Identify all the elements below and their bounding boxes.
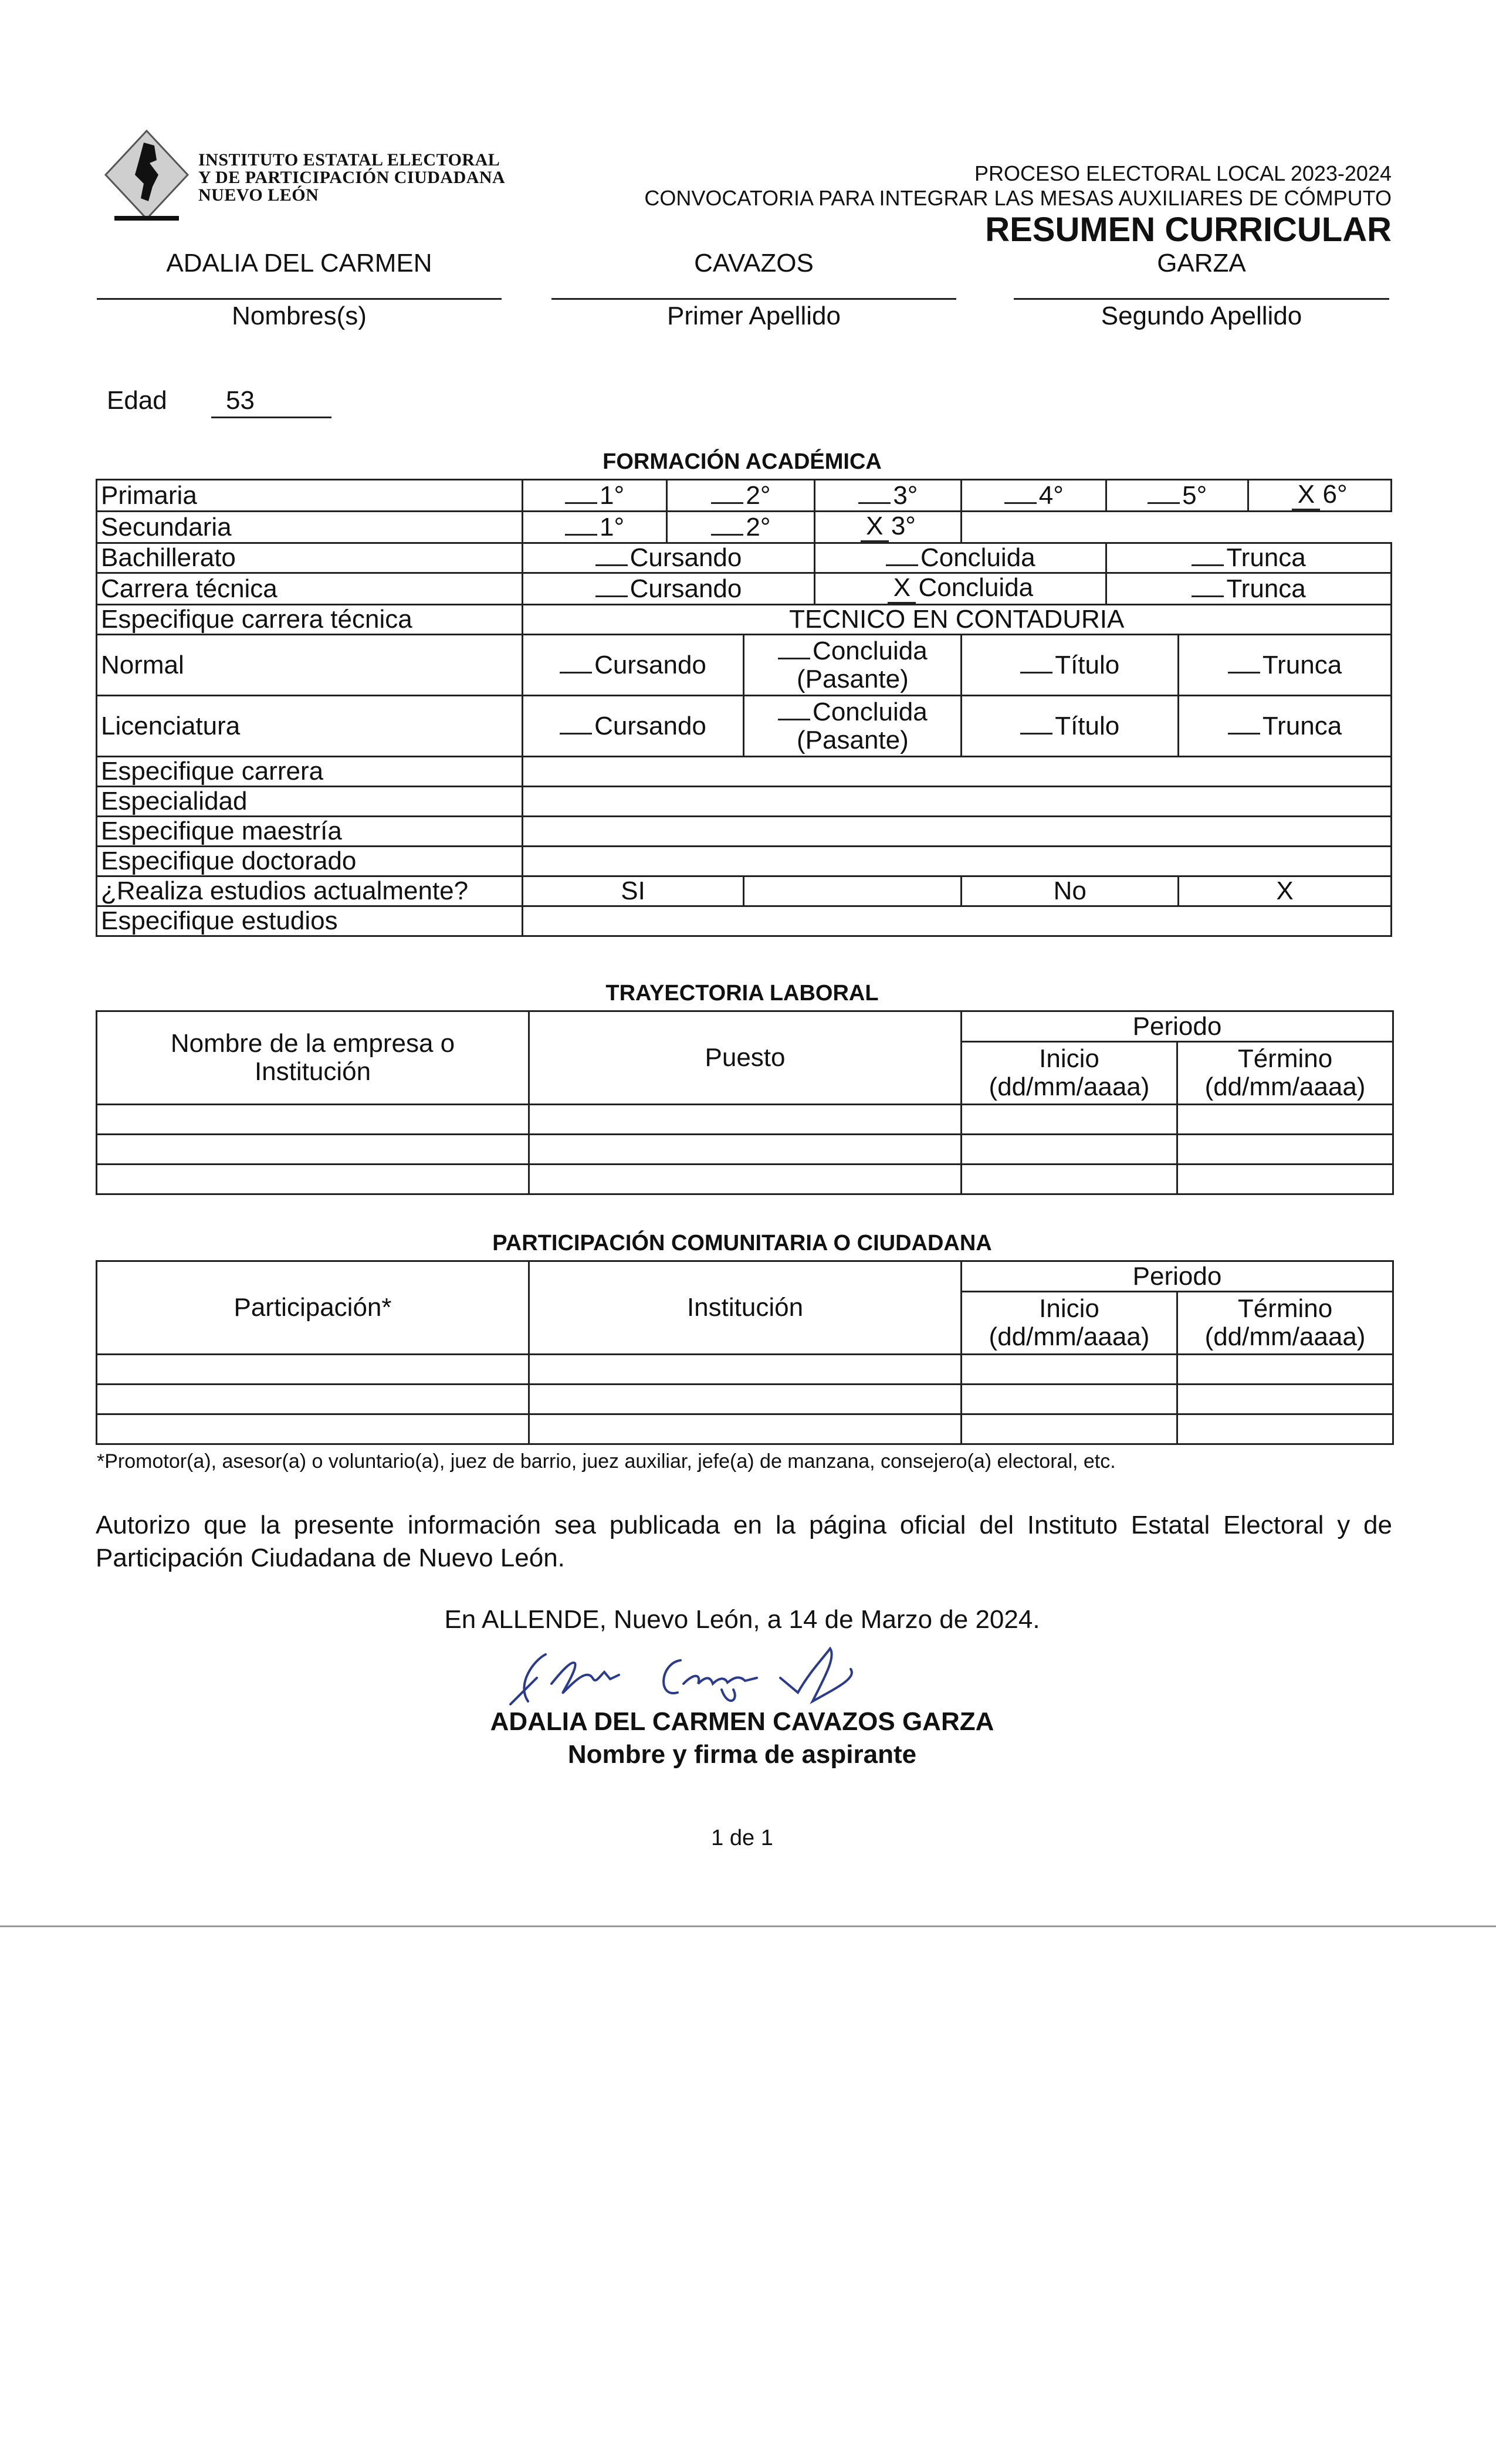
especifique-estudios-value[interactable]	[522, 906, 1391, 936]
participacion-col-institucion: Institución	[529, 1261, 962, 1355]
estudios-no-mark[interactable]: X	[1179, 876, 1392, 906]
row-especialidad	[97, 787, 1392, 817]
autorizo-text: Autorizo que la presente información sea publicada en la página oficial del Instituto Estatal Electoral y de Participación Ciudadana de Nuevo León.	[96, 1511, 1392, 1572]
firma-nombre: ADALIA DEL CARMEN CAVAZOS GARZA	[490, 1707, 994, 1736]
bachillerato-cursando[interactable]: Cursando	[522, 543, 815, 573]
doctorado-label: Especifique doctorado	[97, 847, 523, 876]
estudios-si-label: SI	[522, 876, 744, 906]
secundaria-3[interactable]: X 3°	[815, 512, 962, 543]
estudios-no-label: No	[962, 876, 1179, 906]
primaria-2[interactable]: 2°	[667, 480, 815, 512]
normal-concluida[interactable]: Concluida (Pasante)	[744, 635, 962, 696]
edad-label: Edad	[107, 386, 167, 415]
edad-line	[211, 417, 331, 418]
trayectoria-title: TRAYECTORIA LABORAL	[605, 981, 879, 1006]
participacion-col-termino: Término (dd/mm/aaaa)	[1177, 1292, 1393, 1355]
row-maestria	[97, 817, 1392, 847]
segundo-apellido-value: GARZA	[1157, 249, 1246, 277]
maestria-label: Especifique maestría	[97, 817, 523, 847]
row-especifique-carrera-tecnica	[97, 605, 1392, 635]
row-licenciatura	[97, 696, 1392, 757]
participacion-table	[96, 1260, 1394, 1445]
institute-name	[198, 151, 505, 204]
licenciatura-cursando[interactable]: Cursando	[522, 696, 744, 757]
bachillerato-concluida[interactable]: Concluida	[815, 543, 1106, 573]
signature-icon	[493, 1637, 903, 1713]
carrera-concluida[interactable]: X Concluida	[815, 573, 1106, 605]
process-label: PROCESO ELECTORAL LOCAL 2023-2024	[974, 161, 1392, 185]
primer-apellido-line	[551, 298, 956, 300]
row-normal	[97, 635, 1392, 696]
secundaria-label: Secundaria	[97, 512, 523, 543]
page-divider	[0, 1925, 1496, 1927]
primaria-3[interactable]: 3°	[815, 480, 962, 512]
especifique-carrera-label: Especifique carrera	[97, 757, 523, 787]
table-row	[97, 1414, 1393, 1444]
convocatoria-label: CONVOCATORIA PARA INTEGRAR LAS MESAS AUXILIARES DE CÓMPUTO	[644, 186, 1392, 210]
primaria-label: Primaria	[97, 480, 523, 512]
licenciatura-concluida[interactable]: Concluida (Pasante)	[744, 696, 962, 757]
primaria-5[interactable]: 5°	[1106, 480, 1248, 512]
participacion-col-inicio: Inicio (dd/mm/aaaa)	[962, 1292, 1177, 1355]
trayectoria-col-inicio: Inicio (dd/mm/aaaa)	[962, 1042, 1177, 1105]
trayectoria-col-empresa: Nombre de la empresa o Institución	[97, 1011, 529, 1105]
table-row	[97, 1105, 1393, 1135]
primaria-6[interactable]: X 6°	[1248, 480, 1392, 512]
firma-label: Nombre y firma de aspirante	[567, 1740, 917, 1769]
especialidad-label: Especialidad	[97, 787, 523, 817]
participacion-footnote: *Promotor(a), asesor(a) o voluntario(a), juez de barrio, juez auxiliar, jefe(a) de manzana, consejero(a) electoral, etc.	[97, 1450, 1116, 1473]
participacion-title: PARTICIPACIÓN COMUNITARIA O CIUDADANA	[492, 1231, 992, 1255]
institute-line-1: INSTITUTO ESTATAL ELECTORAL	[198, 150, 500, 170]
normal-label: Normal	[97, 635, 523, 696]
formacion-title: FORMACIÓN ACADÉMICA	[603, 449, 882, 474]
trayectoria-table	[96, 1010, 1394, 1195]
institute-line-3: NUEVO LEÓN	[198, 185, 319, 205]
licenciatura-titulo[interactable]: Título	[962, 696, 1179, 757]
formacion-table	[96, 479, 1392, 937]
row-especifique-estudios	[97, 906, 1392, 936]
normal-cursando[interactable]: Cursando	[522, 635, 744, 696]
licenciatura-label: Licenciatura	[97, 696, 523, 757]
especifique-estudios-label: Especifique estudios	[97, 906, 523, 936]
estudios-actuales-label: ¿Realiza estudios actualmente?	[97, 876, 523, 906]
primer-apellido-label: Primer Apellido	[667, 302, 841, 330]
row-secundaria	[97, 512, 1392, 543]
especifique-carrera-tecnica-value[interactable]: TECNICO EN CONTADURIA	[522, 605, 1391, 635]
trayectoria-col-periodo: Periodo	[962, 1011, 1393, 1042]
maestria-value[interactable]	[522, 817, 1391, 847]
especifique-carrera-value[interactable]	[522, 757, 1391, 787]
nombres-value: ADALIA DEL CARMEN	[166, 249, 432, 277]
primer-apellido-value: CAVAZOS	[694, 249, 814, 277]
table-row	[97, 1135, 1393, 1165]
secundaria-1[interactable]: 1°	[522, 512, 667, 543]
segundo-apellido-label: Segundo Apellido	[1101, 302, 1302, 330]
table-row	[97, 1355, 1393, 1385]
lugar-fecha: En ALLENDE, Nuevo León, a 14 de Marzo de 2024.	[444, 1605, 1040, 1634]
primaria-4[interactable]: 4°	[962, 480, 1106, 512]
estudios-si-mark[interactable]	[744, 876, 962, 906]
primaria-1[interactable]: 1°	[522, 480, 667, 512]
trayectoria-col-termino: Término (dd/mm/aaaa)	[1177, 1042, 1393, 1105]
institute-line-2: Y DE PARTICIPACIÓN CIUDADANA	[198, 168, 506, 187]
normal-trunca[interactable]: Trunca	[1179, 635, 1392, 696]
secundaria-empty	[962, 512, 1392, 543]
secundaria-2[interactable]: 2°	[667, 512, 815, 543]
trayectoria-col-puesto: Puesto	[529, 1011, 962, 1105]
nombres-line	[97, 298, 502, 300]
row-bachillerato	[97, 543, 1392, 573]
edad-value: 53	[226, 386, 255, 415]
nombres-label: Nombres(s)	[232, 302, 367, 330]
participacion-col-periodo: Periodo	[962, 1261, 1393, 1292]
table-row	[97, 1385, 1393, 1414]
carrera-cursando[interactable]: Cursando	[522, 573, 815, 605]
especifique-carrera-tecnica-label: Especifique carrera técnica	[97, 605, 523, 635]
bachillerato-trunca[interactable]: Trunca	[1106, 543, 1392, 573]
row-carrera-tecnica	[97, 573, 1392, 605]
row-doctorado	[97, 847, 1392, 876]
licenciatura-trunca[interactable]: Trunca	[1179, 696, 1392, 757]
bachillerato-label: Bachillerato	[97, 543, 523, 573]
page-title: RESUMEN CURRICULAR	[985, 211, 1392, 249]
especialidad-value[interactable]	[522, 787, 1391, 817]
row-estudios-actuales	[97, 876, 1392, 906]
row-primaria	[97, 480, 1392, 512]
carrera-trunca[interactable]: Trunca	[1106, 573, 1392, 605]
table-row	[97, 1165, 1393, 1194]
page-number: 1 de 1	[711, 1826, 773, 1850]
segundo-apellido-line	[1014, 298, 1389, 300]
carrera-tecnica-label: Carrera técnica	[97, 573, 523, 605]
doctorado-value[interactable]	[522, 847, 1391, 876]
normal-titulo[interactable]: Título	[962, 635, 1179, 696]
institute-logo-icon	[103, 128, 191, 228]
participacion-col-participacion: Participación*	[97, 1261, 529, 1355]
row-especifique-carrera	[97, 757, 1392, 787]
